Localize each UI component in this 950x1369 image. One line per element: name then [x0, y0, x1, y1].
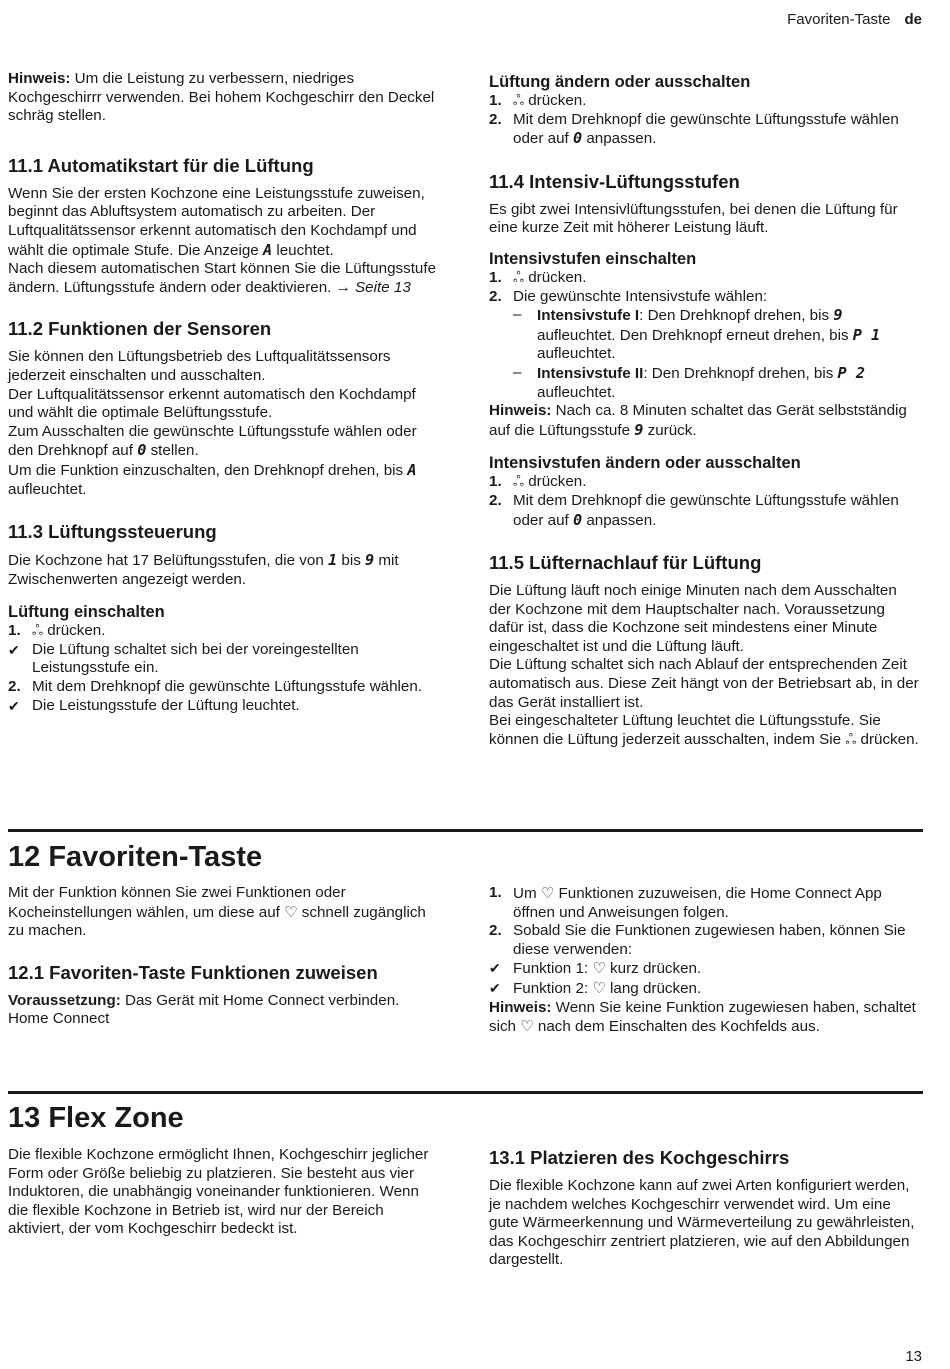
paragraph: Die flexible Kochzone ermöglicht Ihnen, Kochgeschirr jeglicher Form oder Größe beliebig zu platzieren. Sie besteht aus vier Induktoren, die unabhängig voneinander funktionieren. Wenn die flexible Kochzone in Betrieb ist, wird nur der Bereich aktiviert, der vom Kochgeschirr bedeckt ist. — [8, 1146, 429, 1238]
display-symbol: A — [262, 240, 273, 259]
text: Bei eingeschalteter Lüftung leuchtet die Lüftungsstufe. Sie können die Lüftung jederzeit ausschalten, indem Sie — [489, 712, 881, 748]
heart-icon: ♡ — [592, 959, 606, 978]
paragraph — [8, 551, 438, 589]
paragraph — [8, 884, 438, 941]
left-column-ch11 — [8, 70, 438, 715]
list-item — [8, 622, 438, 641]
text: Das Gerät mit Home Connect verbinden. Home Connect — [8, 991, 400, 1028]
paragraph: Es gibt zwei Intensivlüftungsstufen, bei denen die Lüftung für eine kurze Zeit mit höherer Leistung läuft. — [489, 200, 898, 237]
text: anpassen. — [582, 511, 657, 529]
header-section: Favoriten-Taste — [787, 11, 891, 28]
result-item — [489, 979, 919, 999]
text: Nach diesem automatischen Start können Sie die Lüftungsstufe ändern. Lüftungsstufe ändern oder deaktivieren. — [8, 260, 437, 296]
sub-list-item — [489, 306, 919, 364]
list-item — [489, 111, 919, 149]
left-column-ch12 — [8, 884, 438, 1029]
paragraph — [8, 423, 438, 461]
chapter-divider — [8, 1091, 923, 1094]
heading-intensiv-aendern: Intensivstufen ändern oder ausschalten — [489, 454, 801, 473]
paragraph — [8, 185, 438, 260]
option-label: Intensivstufe II — [537, 364, 644, 382]
hint-label: Hinweis: — [489, 402, 552, 420]
right-column-ch12 — [489, 884, 919, 1037]
option-label: Intensivstufe I — [537, 307, 640, 325]
heading-11-1: 11.1 Automatikstart für die Lüftung — [8, 154, 314, 176]
list-item — [489, 92, 919, 111]
checkmark-icon: ✔ — [8, 641, 20, 658]
right-column-ch13 — [489, 1147, 919, 1270]
paragraph — [8, 992, 438, 1029]
text: anpassen. — [582, 130, 657, 148]
text: Die Leistungsstufe der Lüftung leuchtet. — [32, 696, 300, 714]
paragraph — [8, 461, 438, 499]
text: Um — [513, 885, 541, 902]
step-number: 2. — [8, 678, 21, 696]
text: drücken. — [523, 473, 587, 491]
text: : Den Drehknopf drehen, bis — [639, 307, 834, 325]
list-item — [489, 288, 919, 307]
page-reference-link[interactable]: Seite 13 — [355, 278, 411, 296]
text: Mit der Funktion können Sie zwei Funktionen oder Kocheinstellungen wählen, um diese auf — [8, 884, 346, 921]
text: kurz drücken. — [605, 960, 702, 978]
list-item — [8, 678, 438, 697]
arrow-right-icon: → — [335, 278, 356, 296]
checkmark-icon: ✔ — [489, 960, 501, 977]
text: Funktion 2: — [513, 979, 593, 997]
text: Wenn Sie der ersten Kochzone eine Leistungsstufe zuweisen, beginnt das Abluftsystem automatisch zu arbeiten. Der Luftqualitätssensor erkennt automatisch den Kochdampf und wählt die optimale Stufe. Die Anzeige — [8, 184, 425, 259]
sub-list-item — [489, 364, 919, 402]
paragraph: Sie können den Lüftungsbetrieb des Luftqualitätssensors jederzeit einschalten und ausschalten. — [8, 348, 391, 384]
hint-paragraph — [489, 999, 919, 1037]
text: aufleuchtet. — [537, 383, 616, 401]
header-language: de — [904, 11, 922, 28]
heading-11-4: 11.4 Intensiv-Lüftungsstufen — [489, 170, 740, 192]
text: Die Lüftung schaltet sich bei der voreingestellten Leistungsstufe ein. — [32, 640, 359, 677]
text: Mit dem Drehknopf die gewünschte Lüftungsstufe wählen oder auf — [513, 110, 899, 148]
text: Sobald Sie die Funktionen zugewiesen haben, können Sie diese verwenden: — [513, 922, 906, 958]
display-symbol: 9 — [634, 420, 644, 439]
text: Wenn Sie keine Funktion zugewiesen haben, schaltet sich — [489, 998, 916, 1036]
text: aufleuchtet. — [537, 345, 616, 363]
text: drücken. — [42, 622, 106, 640]
hint-paragraph — [8, 70, 438, 126]
left-column-ch13 — [8, 1146, 438, 1239]
text: Um die Funktion einzuschalten, den Drehknopf drehen, bis — [8, 461, 408, 479]
text: zurück. — [643, 421, 697, 439]
display-symbol: P 1 — [852, 325, 881, 344]
text: drücken. — [856, 730, 919, 748]
text: nach dem Einschalten des Kochfelds aus. — [533, 1018, 820, 1036]
paragraph: Die Lüftung läuft noch einige Minuten nach dem Ausschalten der Kochzone mit dem Hauptschalter nach. Voraussetzung dafür ist, dass die Kochzone seit mindestens einer Minute eingeschaltet ist und die Lüftung läuft. — [489, 582, 897, 655]
text: leuchtet. — [272, 241, 334, 259]
display-symbol: 9 — [833, 306, 843, 325]
paragraph: Der Luftqualitätssensor erkennt automatisch den Kochdampf und wählt die optimale Belüftungsstufe. — [8, 385, 416, 422]
text: : Den Drehknopf drehen, bis — [643, 364, 838, 382]
text: Mit dem Drehknopf die gewünschte Lüftungsstufe wählen. — [32, 678, 423, 696]
running-header — [787, 11, 922, 30]
heading-11-5: 11.5 Lüfternachlauf für Lüftung — [489, 552, 762, 574]
chapter-12-title: 12 Favoriten-Taste — [8, 841, 263, 873]
dash-bullet: – — [513, 363, 522, 381]
text: Nach ca. 8 Minuten schaltet das Gerät selbstständig auf die Lüftungsstufe — [489, 402, 907, 439]
text: Funktion 1: — [513, 960, 593, 978]
text: aufleuchtet. — [8, 480, 87, 498]
list-item — [489, 884, 919, 922]
chapter-divider — [8, 829, 923, 832]
text: Die gewünschte Intensivstufe wählen: — [513, 287, 768, 305]
step-number: 2. — [489, 922, 502, 940]
checkmark-icon: ✔ — [489, 979, 501, 996]
paragraph: Die flexible Kochzone kann auf zwei Arten konfiguriert werden, je nachdem welches Kochgeschirr verwendet wird. Um eine gute Wärmeerkennung und Wärmeverteilung zu gewährleisten, das Kochgeschirr zentriert platzieren, wie auf den Abbildungen dargestellt. — [489, 1177, 915, 1269]
requirement-label: Voraussetzung: — [8, 991, 121, 1009]
list-item — [489, 922, 919, 959]
display-symbol: 1 — [328, 551, 338, 570]
heading-11-2: 11.2 Funktionen der Sensoren — [8, 318, 272, 340]
paragraph — [8, 260, 438, 297]
step-number: 1. — [489, 268, 502, 286]
text: drücken. — [523, 92, 587, 109]
text: stellen. — [146, 442, 199, 460]
result-item — [8, 697, 438, 716]
hint-text: Um die Leistung zu verbessern, niedriges Kochgeschirrr verwenden. Bei hohem Kochgeschirr den Deckel schräg stellen. — [8, 70, 435, 125]
display-symbol: 0 — [572, 510, 583, 529]
heart-icon: ♡ — [540, 884, 555, 902]
dash-bullet: – — [513, 306, 522, 324]
checkmark-icon: ✔ — [8, 697, 20, 714]
display-symbol: P 2 — [837, 363, 865, 382]
fan-icon: ஃ — [845, 731, 857, 748]
text: Mit dem Drehknopf die gewünschte Lüftungsstufe wählen oder auf — [513, 491, 899, 529]
step-number: 1. — [8, 622, 21, 640]
heading-lueftung-einschalten: Lüftung einschalten — [8, 603, 165, 622]
step-number: 2. — [489, 287, 502, 305]
heading-12-1: 12.1 Favoriten-Taste Funktionen zuweisen — [8, 961, 378, 983]
result-item — [489, 959, 919, 979]
heading-13-1: 13.1 Platzieren des Kochgeschirrs — [489, 1147, 790, 1168]
result-item — [8, 641, 438, 678]
list-item — [489, 492, 919, 530]
list-item — [489, 473, 919, 492]
hint-paragraph — [489, 402, 919, 440]
right-column-ch11 — [489, 72, 919, 749]
paragraph: Die Lüftung schaltet sich nach Ablauf der entsprechenden Zeit automatisch aus. Diese Zeit hängt von der Betriebsart ab, in der das Gerät installiert ist. — [489, 656, 919, 711]
fan-icon: ஃ — [513, 93, 524, 109]
step-number: 1. — [489, 473, 502, 491]
display-symbol: 9 — [365, 551, 375, 570]
heart-icon: ♡ — [520, 1017, 534, 1036]
step-number: 2. — [489, 110, 502, 128]
text: Die Kochzone hat 17 Belüftungsstufen, die von — [8, 552, 328, 570]
step-number: 2. — [489, 491, 502, 509]
heart-icon: ♡ — [284, 902, 298, 921]
text: Zum Ausschalten die gewünschte Lüftungsstufe wählen oder den Drehknopf auf — [8, 422, 417, 460]
hint-label: Hinweis: — [489, 998, 552, 1016]
heading-intensiv-einschalten: Intensivstufen einschalten — [489, 249, 697, 268]
text: Funktionen zuzuweisen, die Home Connect App öffnen und Anweisungen folgen. — [513, 885, 882, 921]
step-number: 1. — [489, 884, 502, 901]
page-number: 13 — [905, 1348, 922, 1365]
text: lang drücken. — [605, 979, 702, 997]
heading-11-3: 11.3 Lüftungssteuerung — [8, 521, 217, 543]
text: drücken. — [523, 268, 587, 286]
text: schnell zugänglich zu machen. — [8, 903, 426, 940]
fan-icon: ஃ — [513, 269, 524, 286]
step-number: 1. — [489, 92, 502, 109]
fan-icon: ஃ — [513, 474, 524, 491]
hint-label: Hinweis: — [8, 70, 71, 87]
text: bis — [337, 552, 366, 570]
chapter-13-title: 13 Flex Zone — [8, 1102, 184, 1134]
display-symbol: 0 — [137, 441, 147, 460]
heart-icon: ♡ — [592, 978, 606, 997]
display-symbol: A — [407, 460, 417, 479]
display-symbol: 0 — [572, 129, 583, 148]
heading-lueftung-aendern: Lüftung ändern oder ausschalten — [489, 73, 751, 91]
list-item — [489, 269, 919, 288]
paragraph — [489, 712, 919, 749]
text: mit Zwischenwerten angezeigt werden. — [8, 552, 399, 588]
text: aufleuchtet. Den Drehknopf erneut drehen, bis — [537, 326, 853, 344]
fan-icon: ஃ — [32, 623, 43, 640]
